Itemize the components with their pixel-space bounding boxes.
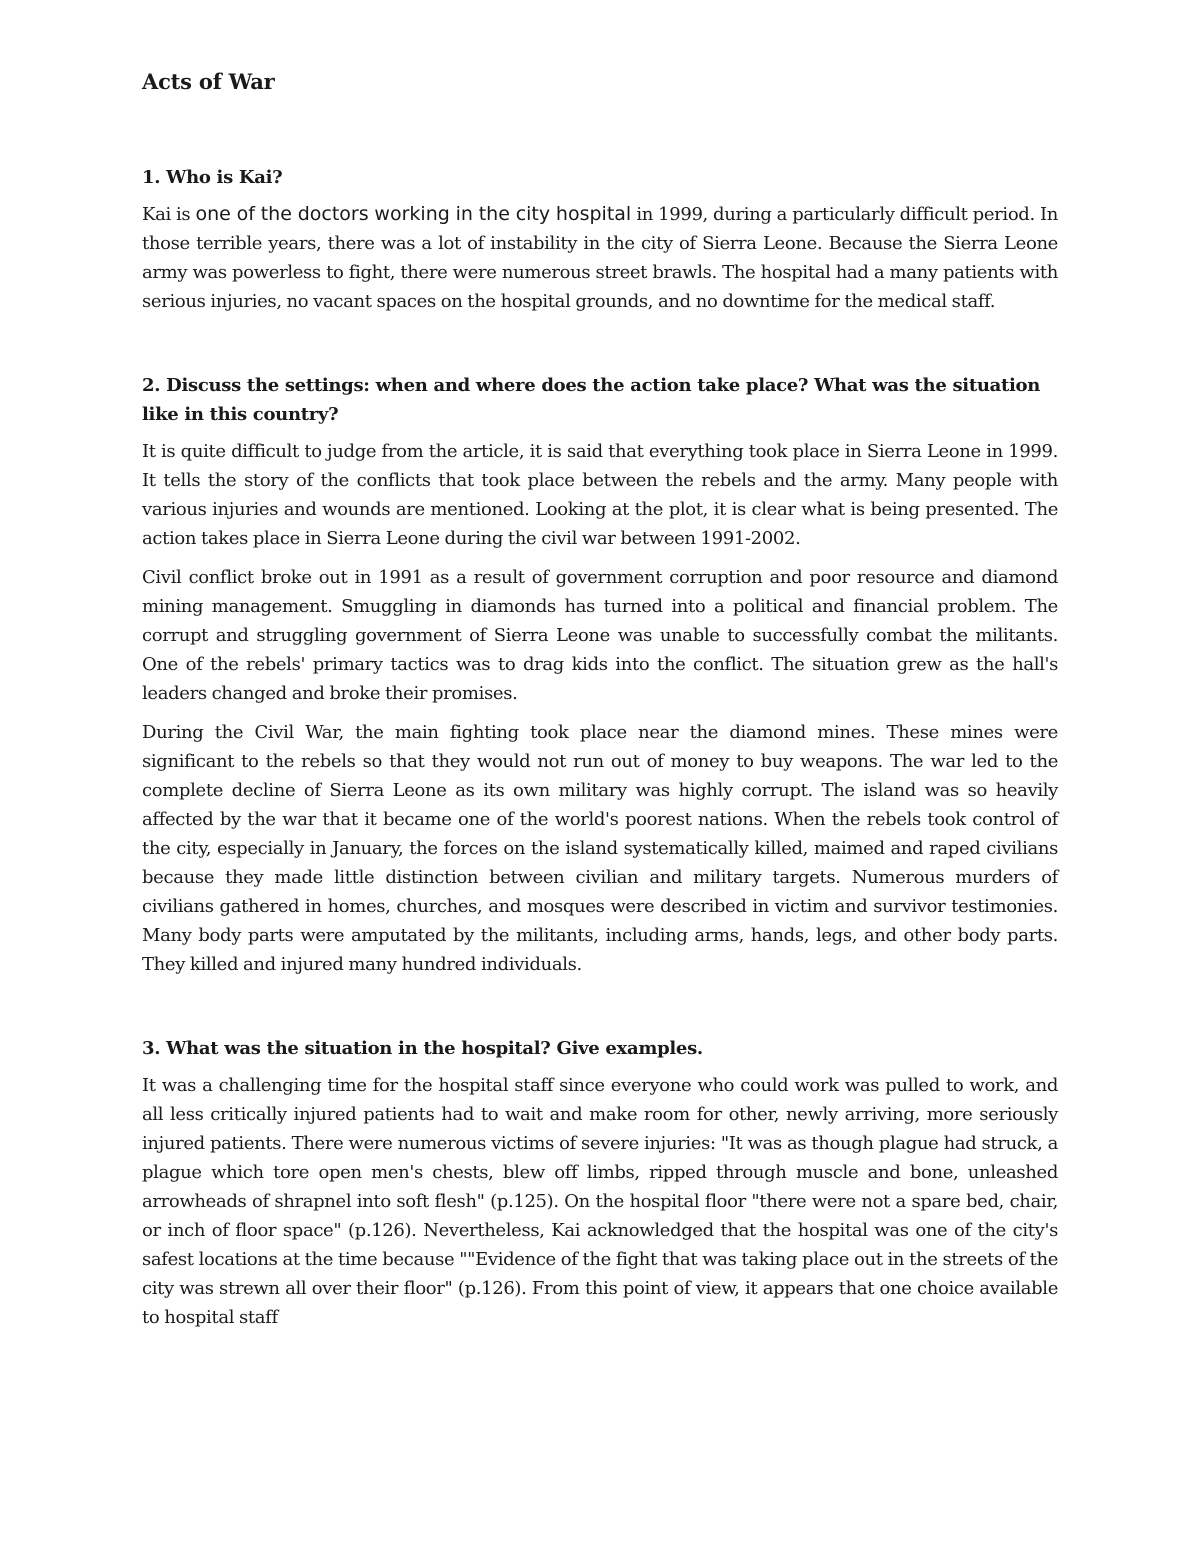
question-1: 1. Who is Kai?: [142, 167, 283, 188]
answer-2-paragraph-1: It is quite difficult to judge from the article, it is said that everything took place in Sierra Leone in 1999. It tells the story of the conflicts that took place between the rebels and the army. Many people with various injuries and wounds are mentioned. Looking at the plot, it is clear what is being presented. The action takes place in Sierra Leone during the civil war between 1991-2002.: [142, 441, 1058, 549]
question-3: 3. What was the situation in the hospital? Give examples.: [142, 1038, 703, 1059]
document-title: Acts of War: [142, 69, 275, 94]
answer-3-paragraph-1: It was a challenging time for the hospital staff since everyone who could work was pulled to work, and all less critically injured patients had to wait and make room for other, newly arriving, more seriously injured patients. There were numerous victims of severe injuries: "It was as though plague had struck, a plague which tore open men's chests, blew off limbs, ripped through muscle and bone, unleashed arrowheads of shrapnel into soft flesh" (p.125). On the hospital floor "there were not a spare bed, chair, or inch of floor space" (p.126). Nevertheless, Kai acknowledged that the hospital was one of the city's safest locations at the time because ""Evidence of the fight that was taking place out in the streets of the city was strewn all over their floor" (p.126). From this point of view, it appears that one choice available to hospital staff: [142, 1075, 1058, 1328]
question-2: 2. Discuss the settings: when and where does the action take place? What was the situation like in this country?: [142, 375, 1041, 425]
answer-2-paragraph-3: During the Civil War, the main fighting took place near the diamond mines. These mines were significant to the rebels so that they would not run out of money to buy weapons. The war led to the complete decline of Sierra Leone as its own military was highly corrupt. The island was so heavily affected by the war that it became one of the world's poorest nations. When the rebels took control of the city, especially in January, the forces on the island systematically killed, maimed and raped civilians because they made little distinction between civilian and military targets. Numerous murders of civilians gathered in homes, churches, and mosques were described in victim and survivor testimonies. Many body parts were amputated by the militants, including arms, hands, legs, and other body parts. They killed and injured many hundred individuals.: [142, 722, 1058, 975]
document-body: [142, 66, 1058, 1332]
answer-1-paragraph: [142, 200, 1058, 316]
answer-1-lead: Kai is: [142, 204, 196, 225]
answer-1-rest: in 1999, during a particularly difficult period. In those terrible years, there was a lot of instability in the city of Sierra Leone. Because the Sierra Leone army was powerless to fight, there were numerous street brawls. The hospital had a many patients with serious injuries, no vacant spaces on the hospital grounds, and no downtime for the medical staff.: [142, 204, 1058, 312]
answer-1-emphasis: one of the doctors working in the city hospital: [195, 203, 632, 225]
answer-2-paragraph-2: Civil conflict broke out in 1991 as a result of government corruption and poor resource and diamond mining management. Smuggling in diamonds has turned into a political and financial problem. The corrupt and struggling government of Sierra Leone was unable to successfully combat the militants. One of the rebels' primary tactics was to drag kids into the conflict. The situation grew as the hall's leaders changed and broke their promises.: [142, 567, 1058, 704]
